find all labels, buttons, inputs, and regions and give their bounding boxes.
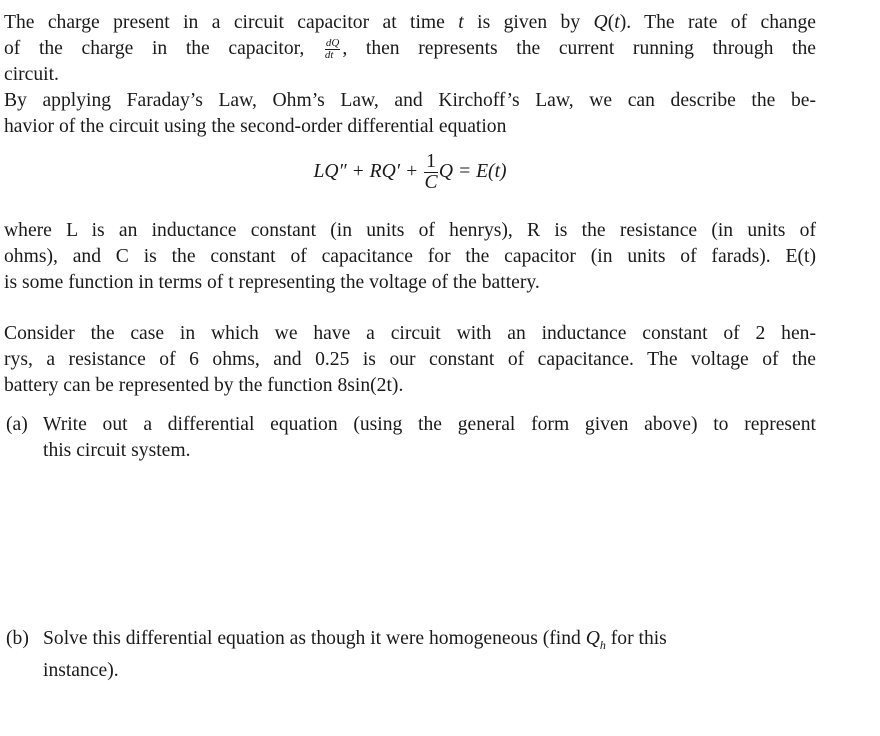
- question-b-label: (b): [6, 628, 29, 649]
- question-b-line-2: instance).: [43, 659, 119, 681]
- question-a-line-2: this circuit system.: [43, 440, 191, 461]
- laws-line-1: By applying Faraday’s Law, Ohm’s Law, and Kirchoff’s Law, we can describe the be-: [4, 90, 816, 111]
- text: , then represents the current running through the: [342, 38, 816, 59]
- intro-line-3: circuit.: [4, 64, 59, 85]
- definitions-line-2: ohms), and C is the constant of capacitance for the capacitor (in units of farads). E(t): [4, 246, 816, 267]
- definitions-paragraph: [4, 218, 816, 296]
- equation-lhs: LQ″ + RQ′ +: [313, 161, 424, 182]
- question-a-label: (a): [6, 414, 28, 435]
- display-equation: [0, 152, 820, 193]
- fraction-denominator: dt: [324, 49, 334, 61]
- question-a: [6, 412, 816, 464]
- text: Solve this differential equation as though it were homogeneous (find: [43, 628, 586, 649]
- question-a-line-1: Write out a differential equation (using the general form given above) to represent: [43, 414, 816, 435]
- case-line-3: battery can be represented by the function 8sin(2t).: [4, 375, 404, 396]
- fraction-denominator: C: [424, 172, 438, 193]
- equation-rhs: Q = E(t): [438, 161, 507, 182]
- text: is given by: [463, 12, 594, 33]
- question-a-body: [43, 412, 816, 464]
- definitions-line-3: is some function in terms of t representing the voltage of the battery.: [4, 272, 540, 293]
- var-q: Q: [585, 628, 600, 649]
- case-line-1: Consider the case in which we have a circuit with an inductance constant of 2 hen-: [4, 323, 816, 344]
- fraction-numerator: dQ: [325, 37, 340, 49]
- question-b: [6, 626, 816, 684]
- fraction-numerator: 1: [426, 151, 436, 172]
- one-over-c-fraction: [424, 152, 438, 193]
- var-t: t: [458, 12, 464, 33]
- question-b-body: [43, 626, 816, 684]
- intro-line-1: [4, 10, 816, 36]
- var-q: Q: [593, 12, 608, 33]
- var-t: t: [614, 12, 620, 33]
- case-line-2: rys, a resistance of 6 ohms, and 0.25 is our constant of capacitance. The voltage of the: [4, 349, 816, 370]
- subscript-h: h: [599, 637, 606, 652]
- question-b-line-1: [43, 626, 816, 658]
- laws-line-2: havior of the circuit using the second-order differential equation: [4, 116, 507, 137]
- intro-line-2: [4, 36, 816, 62]
- text: ). The rate of change: [619, 12, 816, 33]
- text: for this: [605, 628, 667, 649]
- text: The charge present in a circuit capacitor at time: [4, 12, 459, 33]
- laws-paragraph: [4, 88, 816, 140]
- case-paragraph: [4, 321, 816, 399]
- text: (: [607, 12, 615, 33]
- dq-dt-fraction: [325, 38, 340, 61]
- definitions-line-1: where L is an inductance constant (in units of henrys), R is the resistance (in units of: [4, 220, 816, 241]
- intro-paragraph: [4, 10, 816, 88]
- text: of the charge in the capacitor,: [4, 38, 323, 59]
